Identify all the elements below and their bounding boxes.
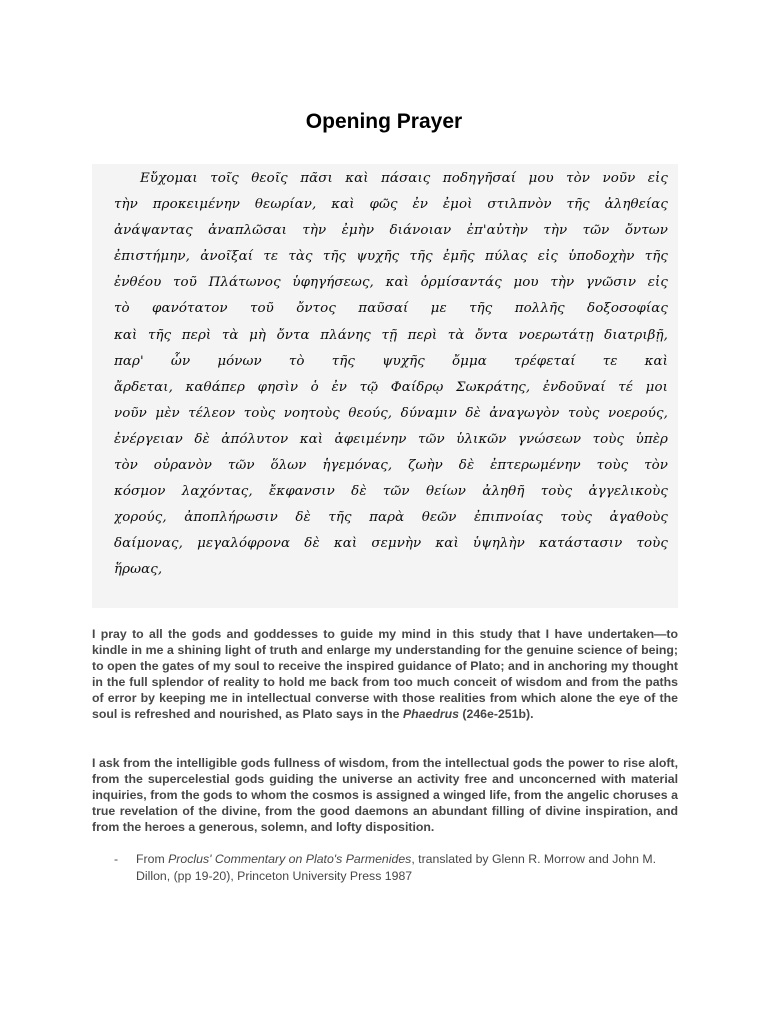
citation (114, 851, 684, 885)
greek-line: νοῦν μὲν τέλεον τοὺς νοητοὺς θεούς, δύναμιν δὲ ἀναγωγὸν τοὺς νοερούς, (114, 405, 668, 421)
greek-text-scan (92, 164, 678, 608)
paragraph-reference: (246e-251b). (458, 706, 534, 721)
greek-line: παρ' ὧν μόνων τὸ τῆς ψυχῆς ὄμμα τρέφεταί τε καὶ (114, 353, 668, 369)
greek-line: ἐπιστήμην, ἀνοῖξαί τε τὰς τῆς ψυχῆς τῆς ἐμῆς πύλας εἰς ὑποδοχὴν τῆς (114, 249, 668, 265)
citation-text (136, 851, 684, 885)
list-bullet: - (114, 852, 119, 866)
greek-line: ἐνέργειαν δὲ ἀπόλυτον καὶ ἀφειμένην τῶν ὑλικῶν γνώσεων τοὺς ὑπὲρ (114, 431, 668, 447)
greek-line: ἄρδεται, καθάπερ φησὶν ὁ ἐν τῷ Φαίδρῳ Σωκράτης, ἐνδοῦναί τέ μοι (114, 379, 668, 395)
translation-paragraph-1 (92, 627, 678, 722)
greek-line: Εὔχομαι τοῖς θεοῖς πᾶσι καὶ πάσαις ποδηγῆσαί μου τὸν νοῦν εἰς (140, 171, 668, 186)
greek-line: καὶ τῆς περὶ τὰ μὴ ὄντα πλάνης τῇ περὶ τὰ ὄντα νοερωτάτῃ διατριβῇ, (114, 327, 668, 343)
greek-line: ἥρωας, (114, 562, 163, 578)
greek-line: δαίμονας, μεγαλόφρονα δὲ καὶ σεμνὴν καὶ ὑψηλὴν κατάστασιν τοὺς (114, 536, 668, 552)
greek-line: κόσμον λαχόντας, ἔκφανσιν δὲ τῶν θείων ἀληθῆ τοὺς ἀγγελικοὺς (114, 484, 668, 500)
greek-line: τὸ φανότατον τοῦ ὄντος παῦσαί με τῆς πολλῆς δοξοσοφίας (114, 301, 668, 317)
phaedrus-title: Phaedrus (402, 706, 459, 721)
page-title: Opening Prayer (305, 110, 463, 134)
paragraph-text: I pray to all the gods and goddesses to guide my mind in this study that I have undertaken—to kindle in me a shining light of truth and enlarge my understanding for the genuine science of being; to open the gates of my soul to receive the inspired guidance of Plato; and in anchoring my thought in the full splendor of reality to hold me back from too much conceit of wisdom and from the paths of error by keeping me in intellectual converse with those realities from which alone the eye of the soul is refreshed and nourished, as Plato says in the (92, 627, 678, 721)
citation-suffix: , translated by Glenn R. Morrow and John M. Dillon, (pp 19-20), Princeton University Press 1987 (136, 852, 657, 883)
greek-line: ἐνθέου τοῦ Πλάτωνος ὑφηγήσεως, καὶ ὁρμίσαντάς μου τὴν γνῶσιν εἰς (114, 275, 668, 291)
greek-line: χορούς, ἀποπλήρωσιν δὲ τῆς παρὰ θεῶν ἐπιπνοίας τοὺς ἀγαθοὺς (114, 510, 668, 526)
greek-line: τὴν προκειμένην θεωρίαν, καὶ φῶς ἐν ἐμοὶ στιλπνὸν τῆς ἀληθείας (114, 197, 668, 213)
translation-paragraph-2: I ask from the intelligible gods fullness of wisdom, from the intellectual gods the power to rise aloft, from the supercelestial gods guiding the universe an activity free and unconcerned with material inquiries, from the gods to whom the cosmos is assigned a winged life, from the angelic choruses a true revelation of the divine, from the good daemons an abundant filling of divine inspiration, and from the heroes a generous, solemn, and lofty disposition. (92, 756, 678, 834)
greek-line: τὸν οὐρανὸν τῶν ὅλων ἡγεμόνας, ζωὴν δὲ ἐπτερωμένην τοὺς τὸν (114, 458, 668, 474)
citation-prefix: From (136, 852, 169, 866)
greek-line: ἀνάψαντας ἀναπλῶσαι τὴν ἐμὴν διάνοιαν ἐπ'αὐτὴν τὴν τῶν ὄντων (114, 223, 668, 239)
book-title: Proclus' Commentary on Plato's Parmenides (168, 852, 412, 866)
